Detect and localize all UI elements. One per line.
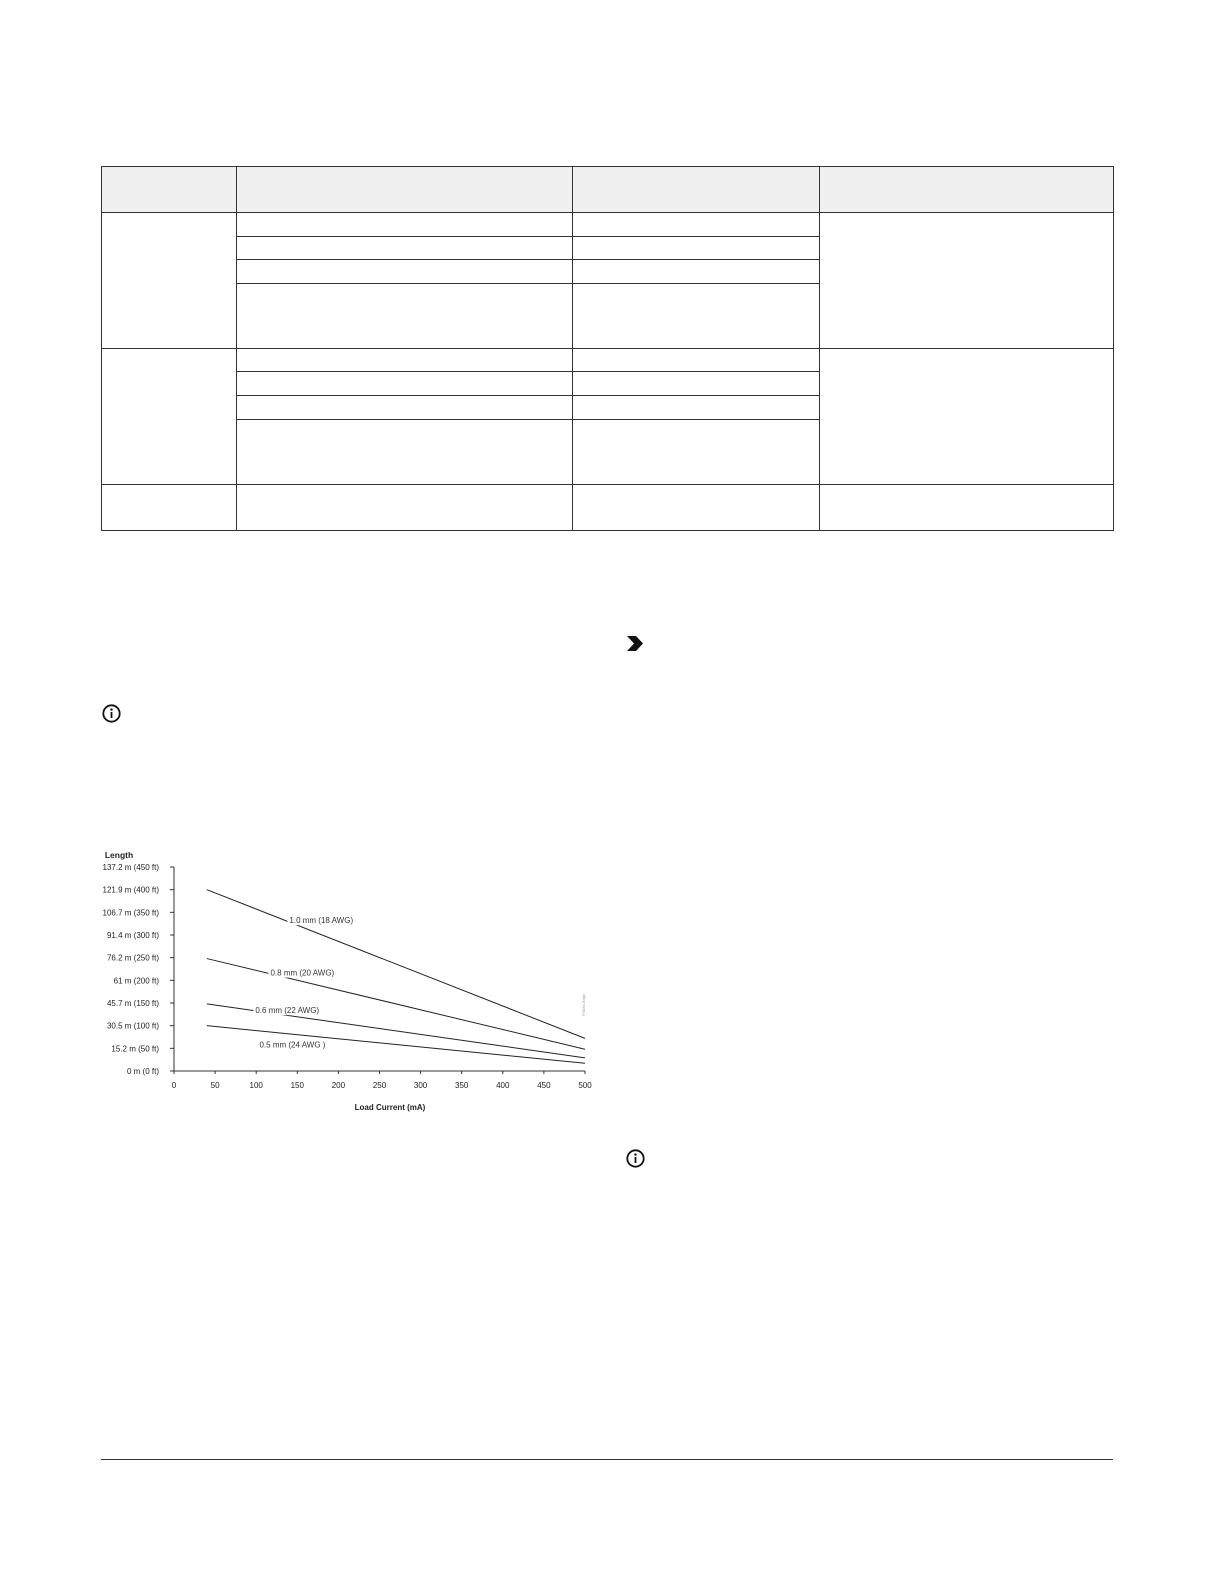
- chevron-right-icon: [627, 636, 644, 656]
- y-tick-label: 45.7 m (150 ft): [106, 999, 159, 1008]
- x-tick-label: 100: [249, 1081, 263, 1090]
- x-tick-label: 50: [210, 1081, 220, 1090]
- table-cell: [573, 484, 820, 530]
- chart-svg: [96, 845, 596, 1120]
- x-tick-label: 350: [455, 1081, 469, 1090]
- table-cell: [573, 396, 820, 420]
- x-tick-label: 500: [578, 1081, 592, 1090]
- y-tick-label: 30.5 m (100 ft): [106, 1021, 159, 1031]
- x-tick-label: 300: [413, 1081, 428, 1090]
- info-circle-icon: [626, 1149, 645, 1173]
- table-cell: [237, 283, 573, 348]
- y-tick-label: 137.2 m (450 ft): [102, 863, 159, 872]
- footer-divider: [101, 1459, 1113, 1460]
- table-header-cell: [573, 167, 820, 213]
- series-label: 0.6 mm (22 AWG): [255, 1006, 320, 1016]
- table-cell: [573, 372, 820, 396]
- table-cell: [237, 348, 573, 372]
- series-label: 0.5 mm (24 AWG ): [259, 1040, 326, 1050]
- spec-table: [101, 166, 1114, 531]
- series-label: 1.0 mm (18 AWG): [289, 916, 354, 926]
- table-cell: [237, 236, 573, 260]
- table-header-row: [102, 167, 1114, 213]
- table-cell: [237, 260, 573, 284]
- x-tick-label: 400: [496, 1081, 510, 1090]
- table-header-cell: [237, 167, 573, 213]
- table-cell: [237, 396, 573, 420]
- table-group-cell: [102, 348, 237, 484]
- table-cell: [102, 484, 237, 530]
- series-line: [207, 959, 585, 1050]
- info-circle-icon: [102, 704, 121, 728]
- table-header-cell: [102, 167, 237, 213]
- x-axis-title: Load Current (mA): [354, 1103, 426, 1112]
- table-cell: [573, 236, 820, 260]
- table-cell: [237, 372, 573, 396]
- y-axis-title: Length: [104, 850, 134, 860]
- y-tick-label: 76.2 m (250 ft): [106, 953, 159, 963]
- table-cell: [237, 213, 573, 237]
- y-tick-label: 0 m (0 ft): [126, 1067, 159, 1076]
- y-tick-label: 15.2 m (50 ft): [111, 1044, 159, 1054]
- table-cell: [237, 419, 573, 484]
- table-group-cell: [102, 213, 237, 349]
- table-group-note-cell: [820, 348, 1114, 484]
- chart-watermark: P30wc.8dgn: [581, 993, 586, 1017]
- y-tick-label: 106.7 m (350 ft): [102, 908, 159, 918]
- table-cell: [573, 213, 820, 237]
- x-tick-label: 200: [331, 1081, 346, 1090]
- x-tick-label: 250: [372, 1081, 387, 1090]
- series-line: [207, 890, 585, 1039]
- table-row: [102, 213, 1114, 237]
- table-header-cell: [820, 167, 1114, 213]
- y-tick-label: 121.9 m (400 ft): [102, 885, 159, 895]
- y-tick-label: 61 m (200 ft): [113, 976, 159, 986]
- table-cell: [573, 348, 820, 372]
- table-cell: [573, 283, 820, 348]
- series-label: 0.8 mm (20 AWG): [270, 968, 335, 978]
- table-row: [102, 484, 1114, 530]
- table-cell: [237, 484, 573, 530]
- table-cell: [820, 484, 1114, 530]
- x-tick-label: 450: [537, 1081, 551, 1090]
- table-cell: [573, 260, 820, 284]
- table-row: [102, 348, 1114, 372]
- table-cell: [573, 419, 820, 484]
- y-tick-label: 91.4 m (300 ft): [106, 931, 159, 940]
- table-group-note-cell: [820, 213, 1114, 349]
- x-tick-label: 0: [171, 1081, 177, 1090]
- x-tick-label: 150: [290, 1081, 304, 1090]
- wire-length-chart: [96, 845, 596, 1120]
